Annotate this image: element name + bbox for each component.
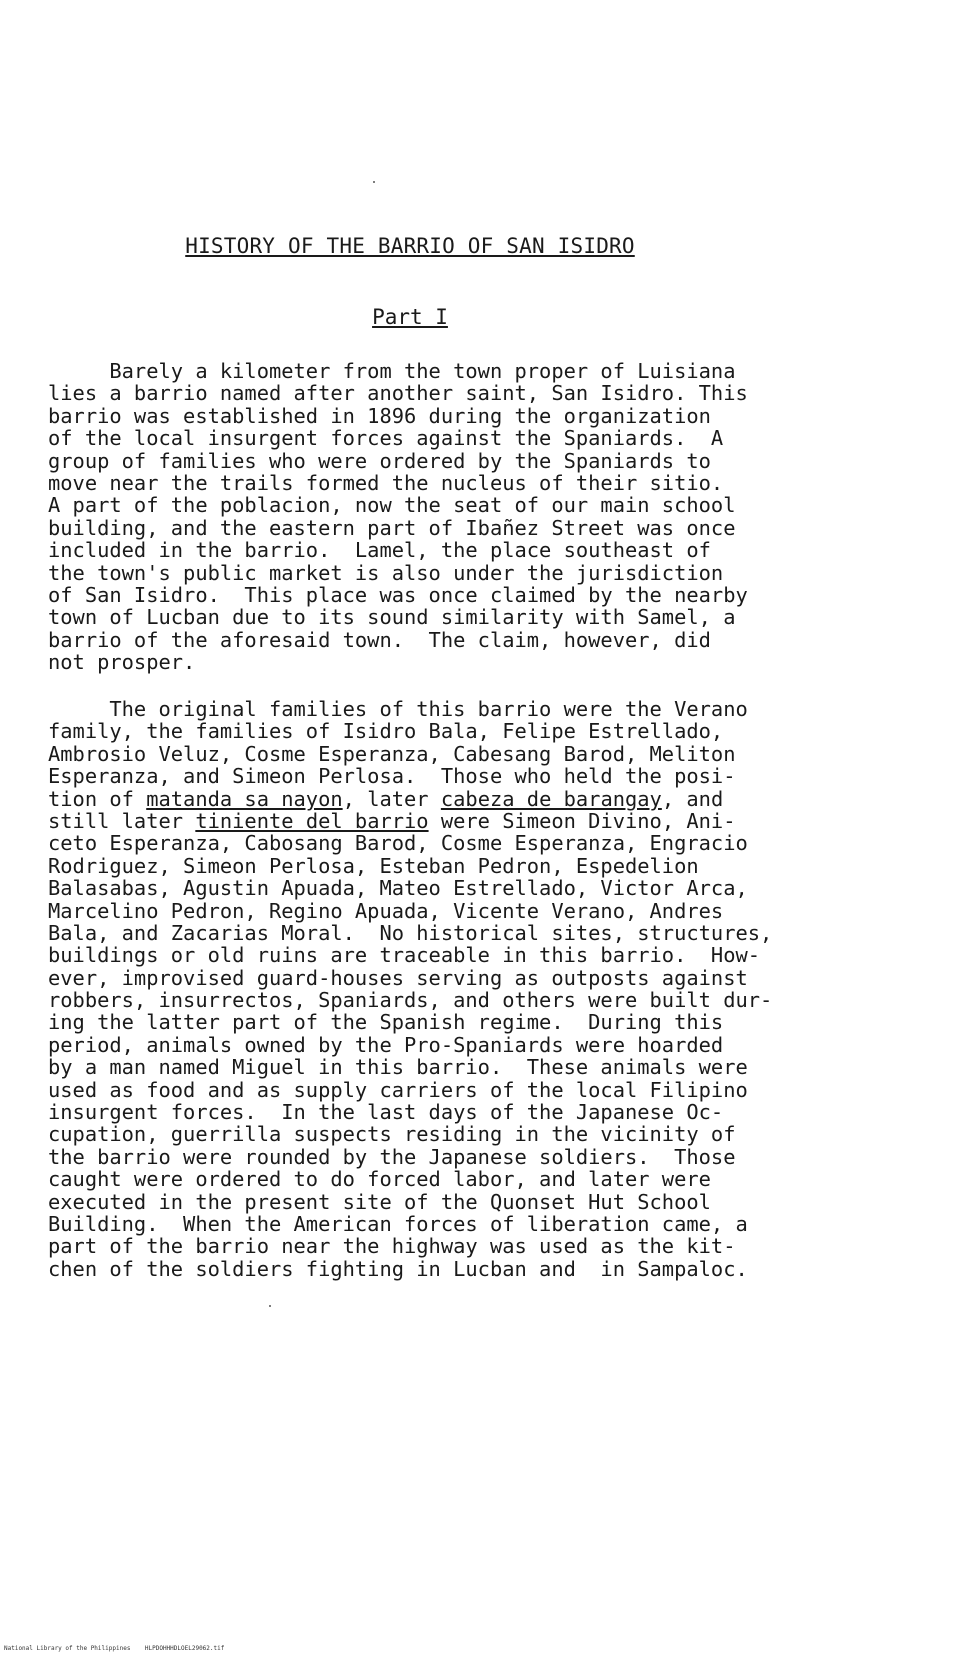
scan-footer: National Library of the Philippines HLPDOHHHDLOEL29062.tif — [4, 1645, 225, 1652]
text-line: The original families of this barrio were the Verano — [48, 697, 748, 721]
document-subtitle: Part I — [372, 305, 448, 329]
text-line: Rodriguez, Simeon Perlosa, Esteban Pedron, Espedelion — [48, 853, 699, 878]
text-line: town of Lucban due to its sound similarity with Samel, a — [48, 605, 736, 630]
text-line: the barrio were rounded by the Japanese soldiers. Those — [48, 1144, 736, 1169]
text-line: tion of matanda sa nayon, later cabeza de barangay, and — [48, 786, 724, 811]
text-line: Building. When the American forces of liberation came, a — [48, 1211, 748, 1236]
text-line: chen of the soldiers fighting in Lucban and in Sampaloc. — [48, 1256, 748, 1281]
paragraph-2 — [48, 698, 848, 1280]
paragraph-1 — [48, 360, 848, 673]
text-line: lies a barrio named after another saint, San Isidro. This — [48, 381, 748, 406]
document-title: HISTORY OF THE BARRIO OF SAN ISIDRO — [185, 234, 635, 258]
text-line: executed in the present site of the Quonset Hut School — [48, 1189, 711, 1214]
text-line: ever, improvised guard-houses serving as outposts against — [48, 965, 748, 990]
underlined-term: matanda sa nayon — [146, 786, 343, 811]
text-line: ceto Esperanza, Cabosang Barod, Cosme Esperanza, Engracio — [48, 831, 748, 856]
text-line: family, the families of Isidro Bala, Felipe Estrellado, — [48, 719, 724, 744]
text-line: by a man named Miguel in this barrio. These animals were — [48, 1055, 748, 1080]
text-line: barrio was established in 1896 during the organization — [48, 403, 711, 428]
text-line: part of the barrio near the highway was used as the kit- — [48, 1234, 736, 1259]
text-line: Barely a kilometer from the town proper of Luisiana — [48, 359, 736, 383]
text-line: of San Isidro. This place was once claimed by the nearby — [48, 582, 748, 607]
text-line: insurgent forces. In the last days of the Japanese Oc- — [48, 1100, 724, 1125]
text-line: included in the barrio. Lamel, the place southeast of — [48, 538, 711, 563]
text-line: still later tiniente del barrio were Simeon Divino, Ani- — [48, 808, 736, 833]
scan-speck — [269, 1305, 271, 1307]
text-line: move near the trails formed the nucleus of their sitio. — [48, 470, 724, 495]
text-line: A part of the poblacion, now the seat of our main school — [48, 493, 736, 518]
text-line: group of families who were ordered by the Spaniards to — [48, 448, 711, 473]
text-line: ing the latter part of the Spanish regime. During this — [48, 1010, 724, 1035]
text-line: of the local insurgent forces against the Spaniards. A — [48, 426, 724, 451]
text-line: robbers, insurrectos, Spaniards, and others were built dur- — [48, 988, 773, 1013]
text-line: Esperanza, and Simeon Perlosa. Those who held the posi- — [48, 764, 736, 789]
text-line: period, animals owned by the Pro-Spaniards were hoarded — [48, 1032, 724, 1057]
text-line: buildings or old ruins are traceable in this barrio. How- — [48, 943, 761, 968]
text-line: caught were ordered to do forced labor, and later were — [48, 1167, 711, 1192]
text-line: Ambrosio Veluz, Cosme Esperanza, Cabesang Barod, Meliton — [48, 741, 736, 766]
text-line: the town's public market is also under the jurisdiction — [48, 560, 724, 585]
underlined-term: cabeza de barangay — [440, 786, 662, 811]
text-line: barrio of the aforesaid town. The claim, however, did — [48, 627, 711, 652]
text-line: cupation, guerrilla suspects residing in the vicinity of — [48, 1122, 736, 1147]
scan-speck — [373, 181, 375, 183]
text-line: Bala, and Zacarias Moral. No historical sites, structures, — [48, 920, 773, 945]
text-line: Balasabas, Agustin Apuada, Mateo Estrellado, Victor Arca, — [48, 876, 748, 901]
text-line: used as food and as supply carriers of the local Filipino — [48, 1077, 748, 1102]
text-line: not prosper. — [48, 650, 196, 675]
underlined-term: tiniente del barrio — [195, 808, 429, 833]
text-line: Marcelino Pedron, Regino Apuada, Vicente Verano, Andres — [48, 898, 724, 923]
text-line: building, and the eastern part of Ibañez Street was once — [48, 515, 736, 540]
